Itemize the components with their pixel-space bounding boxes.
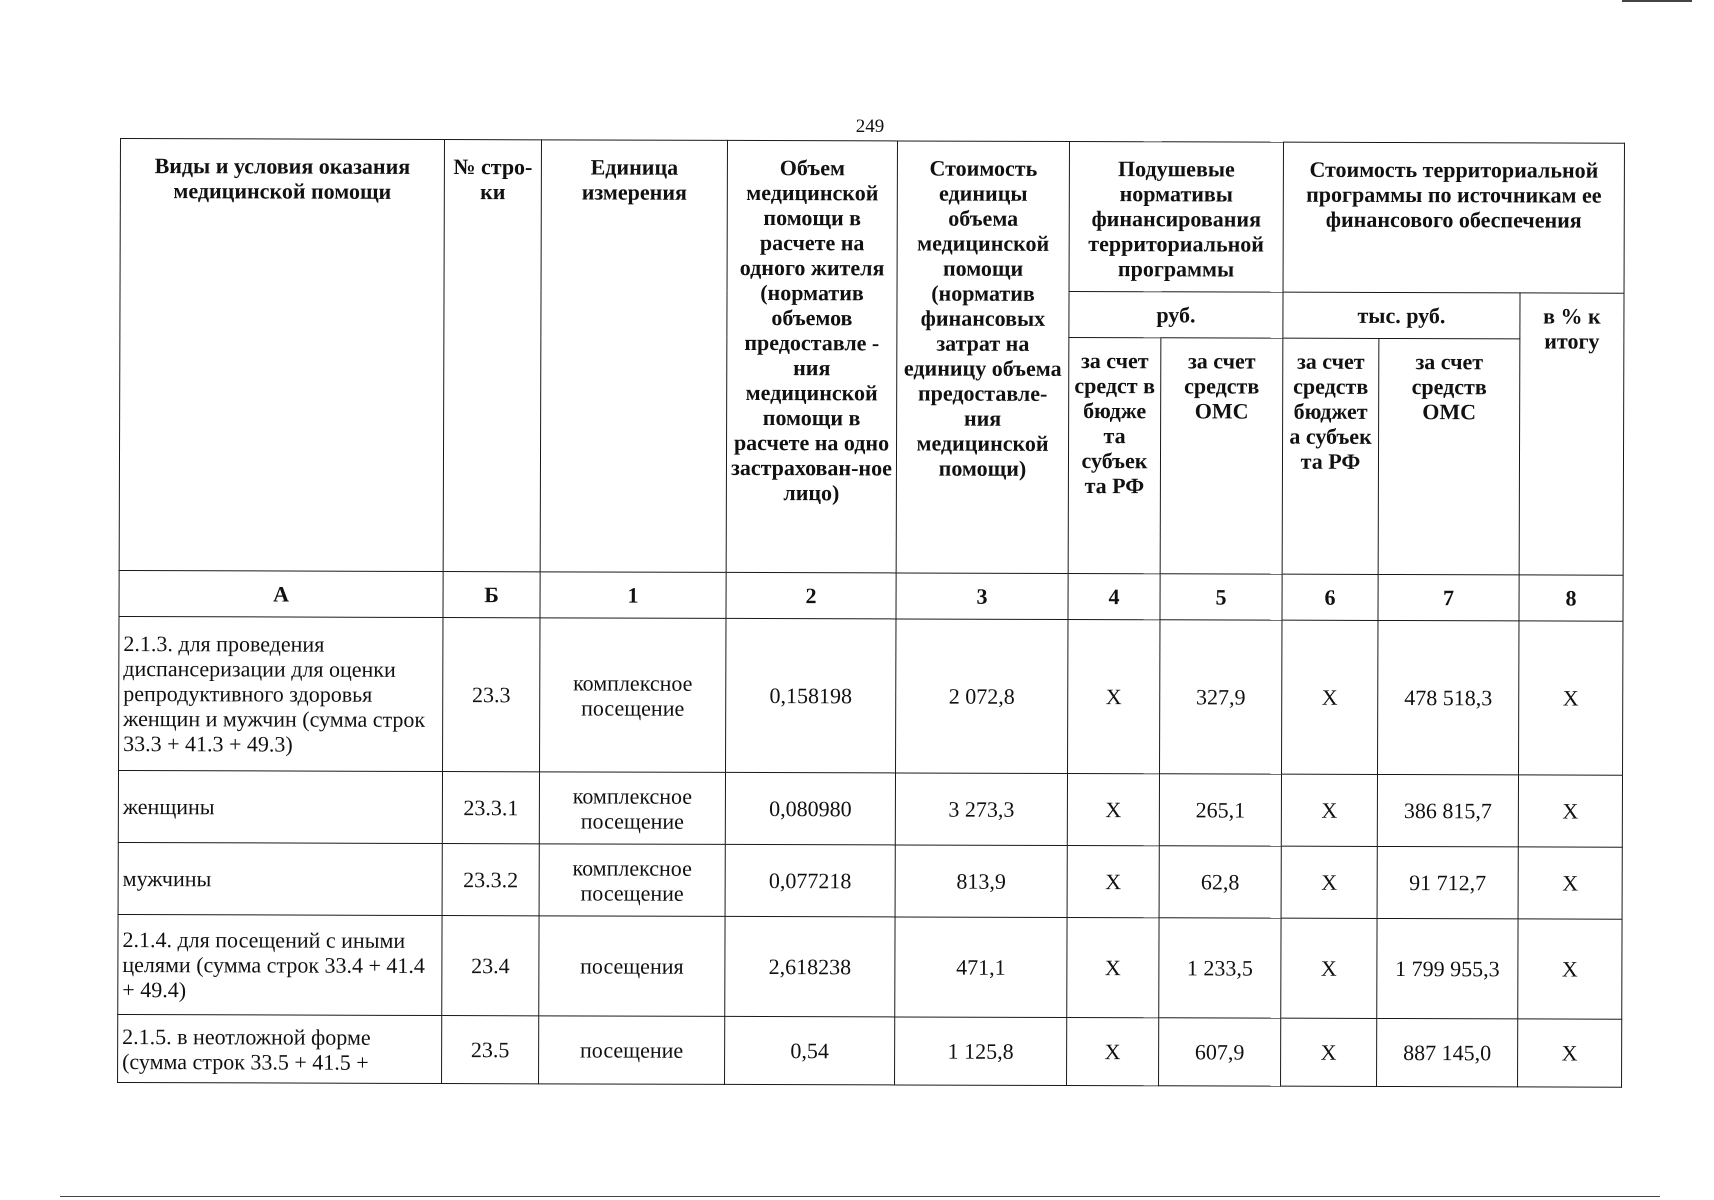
column-number: 8: [1519, 575, 1623, 621]
row-volume: 2,618238: [725, 916, 895, 1017]
column-number: 3: [896, 573, 1068, 620]
table-row: [118, 914, 1622, 1019]
header-oms-thousand: за счет средств ОМС: [1378, 338, 1520, 574]
row-line-number: 23.5: [442, 1016, 539, 1084]
column-number: 1: [540, 572, 726, 619]
table-row: [118, 770, 1622, 847]
row-percent: X: [1519, 621, 1623, 775]
row-budget-rub: X: [1068, 619, 1160, 773]
scan-artifact-line: [60, 1196, 1660, 1197]
column-number: 2: [726, 572, 896, 619]
column-number: 5: [1160, 574, 1282, 620]
page-number: 249: [855, 116, 885, 137]
row-unit: посещение: [539, 1016, 725, 1085]
row-budget-thousand: X: [1281, 774, 1377, 846]
row-volume: 0,077218: [725, 844, 895, 917]
row-budget-rub: X: [1067, 917, 1159, 1017]
header-unit-thousand-rub: тыс. руб.: [1283, 292, 1520, 339]
row-budget-thousand: X: [1282, 620, 1378, 774]
row-oms-thousand: 386 815,7: [1377, 774, 1518, 846]
row-cost: 471,1: [895, 917, 1067, 1018]
header-budget-thousand: за счет средств бюджет а субъек та РФ: [1282, 338, 1379, 574]
row-name: 2.1.5. в неотложной форме (сумма строк 33.5 + 41.5 +: [118, 1014, 442, 1083]
header-percent-total: в % к итогу: [1519, 293, 1624, 575]
row-cost: 1 125,8: [895, 1017, 1067, 1086]
row-unit: комплексное посещение: [539, 844, 725, 917]
row-percent: X: [1518, 775, 1622, 847]
column-number-row: [119, 570, 1623, 621]
column-number: Б: [443, 572, 540, 618]
row-unit: комплексное посещение: [540, 618, 726, 773]
table-row: [118, 1014, 1622, 1087]
row-budget-rub: X: [1067, 845, 1159, 917]
row-volume: 0,158198: [726, 618, 896, 773]
row-cost: 2 072,8: [896, 619, 1068, 774]
header-kinds-conditions: Виды и условия оказания медицинской помощи: [119, 139, 444, 572]
row-oms-thousand: 478 518,3: [1378, 620, 1519, 774]
row-oms-rub: 62,8: [1159, 846, 1281, 918]
row-oms-thousand: 91 712,7: [1377, 846, 1518, 918]
row-oms-rub: 265,1: [1159, 774, 1281, 846]
row-budget-thousand: X: [1281, 1018, 1377, 1086]
scan-artifact-line: [1622, 0, 1692, 2]
row-name: женщины: [118, 770, 442, 843]
row-oms-rub: 607,9: [1159, 1018, 1281, 1086]
row-volume: 0,54: [725, 1016, 895, 1085]
header-volume: Объем медицинской помощи в расчете на одного жителя (норматив объемов предоставле - ния медицинской помощи в расчете на одно застрахован-ное лицо): [726, 140, 897, 573]
row-budget-rub: X: [1067, 1017, 1159, 1085]
row-unit: комплексное посещение: [539, 772, 725, 845]
row-unit: посещения: [539, 916, 725, 1017]
financing-table: [117, 138, 1625, 1088]
header-budget-rub: за счет средст в бюдже та субъек та РФ: [1068, 337, 1161, 573]
column-number: 4: [1068, 573, 1160, 619]
row-name: мужчины: [118, 842, 442, 915]
row-budget-thousand: X: [1281, 918, 1377, 1018]
table-row: [118, 842, 1622, 919]
row-line-number: 23.3.1: [442, 772, 539, 844]
table-row: [119, 616, 1623, 775]
row-line-number: 23.4: [442, 916, 539, 1016]
row-name: 2.1.3. для проведения диспансеризации для оценки репродуктивного здоровья женщин и мужчин (сумма строк 33.3 + 41.3 + 49.3): [119, 616, 443, 771]
row-volume: 0,080980: [725, 772, 895, 845]
row-budget-thousand: X: [1281, 846, 1377, 918]
row-cost: 813,9: [895, 845, 1067, 918]
row-line-number: 23.3.2: [442, 844, 539, 916]
header-oms-rub: за счет средств ОМС: [1160, 338, 1283, 574]
row-percent: X: [1518, 1019, 1622, 1087]
row-oms-thousand: 1 799 955,3: [1377, 918, 1518, 1018]
row-line-number: 23.3: [443, 618, 540, 772]
column-number: 7: [1378, 574, 1519, 620]
row-percent: X: [1518, 847, 1622, 919]
header-unit-rub: руб.: [1069, 291, 1283, 338]
row-oms-rub: 1 233,5: [1159, 918, 1281, 1018]
header-per-capita-norms: Подушевые нормативы финансирования территориальной программы: [1069, 141, 1283, 292]
row-percent: X: [1518, 919, 1622, 1019]
row-oms-rub: 327,9: [1160, 620, 1282, 774]
row-oms-thousand: 887 145,0: [1377, 1018, 1518, 1086]
column-number: 6: [1282, 574, 1378, 620]
header-program-cost: Стоимость территориальной программы по источникам ее финансового обеспечения: [1283, 142, 1624, 293]
row-budget-rub: X: [1067, 773, 1159, 845]
header-unit-cost: Стоимость единицы объема медицинской помощи (норматив финансовых затрат на единицу объема предоставле-ния медицинской помощи): [896, 141, 1069, 574]
header-unit: Единица измерения: [540, 140, 727, 573]
column-number: А: [119, 570, 443, 617]
row-cost: 3 273,3: [895, 773, 1067, 846]
header-line-number: № стро-ки: [443, 140, 541, 572]
row-name: 2.1.4. для посещений с иными целями (сумма строк 33.4 + 41.4 + 49.4): [118, 914, 442, 1015]
